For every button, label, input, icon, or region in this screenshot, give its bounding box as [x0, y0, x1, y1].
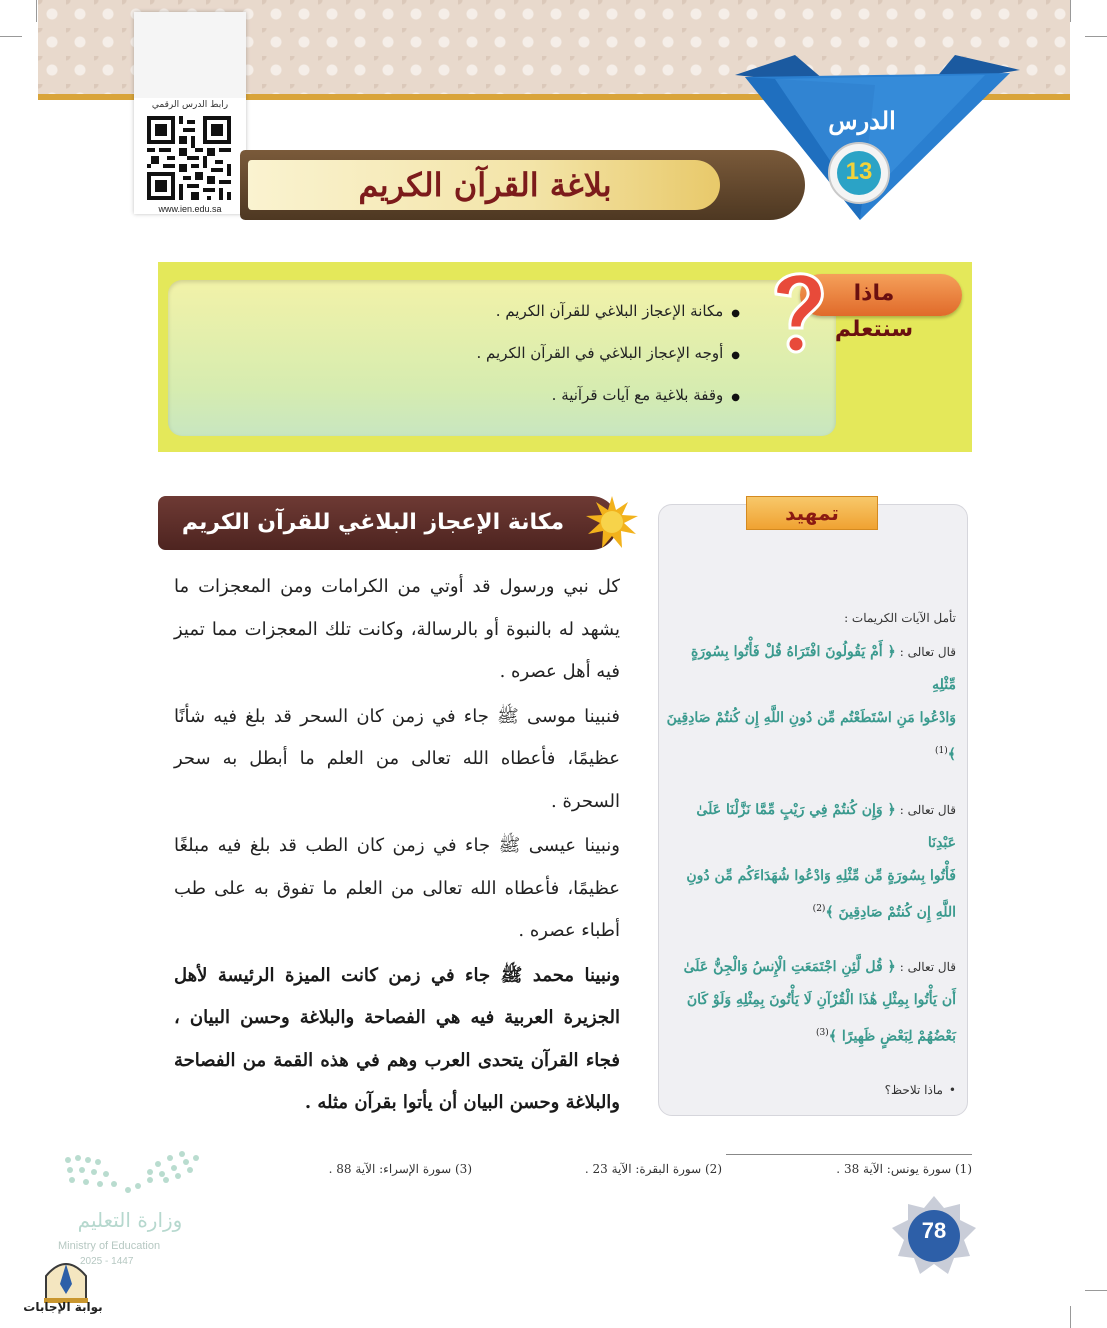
- verse-text: ﴿ أَمْ يَقُولُونَ افْتَرَاهُ قُلْ فَأْتُوا بِسُورَةٍ مِّثْلِهِ: [691, 644, 956, 693]
- learn-badge-label: ماذا سنتعلم: [834, 281, 914, 342]
- qr-label: رابط الدرس الرقمي: [151, 100, 229, 110]
- learn-item: ● مكانة الإعجاز البلاغي للقرآن الكريم .: [200, 296, 740, 338]
- lesson-number: 13: [845, 158, 873, 185]
- body-paragraph: فنبينا موسى ﷺ جاء في زمن كان السحر قد بلغ فيه شأنًا عظيمًا، فأعطاه الله تعالى من العلم ما أبطل به سحر السحرة .: [174, 705, 620, 812]
- footnote-rule: [726, 1154, 972, 1155]
- verse-text: بَعْضُهُمْ لِبَعْضٍ ظَهِيرًا ﴾: [828, 1028, 956, 1045]
- sun-icon: [586, 496, 638, 548]
- qr-card-top: [134, 12, 246, 98]
- body-paragraph: ونبينا عيسى ﷺ جاء في زمن كان الطب قد بلغ فيه مبلغًا عظيمًا، فأعطاه الله تعالى من العلم ما تفوق به على طب أطباء عصره .: [174, 835, 620, 941]
- qr-card[interactable]: [134, 12, 246, 214]
- watermark-text: بوابة الإجابات: [23, 1300, 103, 1314]
- verse-text: ﴿ وَإِن كُنتُمْ فِي رَيْبٍ مِّمَّا نَزَّلْنَا عَلَىٰ عَبْدِنَا: [696, 801, 956, 851]
- learn-item: ● أوجه الإعجاز البلاغي في القرآن الكريم .: [200, 338, 740, 380]
- footnote-ref: (1): [935, 746, 948, 756]
- section-heading: مكانة الإعجاز البلاغي للقرآن الكريم: [181, 510, 565, 535]
- verse-block: [664, 794, 956, 930]
- ministry-name-en: Ministry of Education: [58, 1240, 161, 1252]
- body-paragraph-bold: ونبينا محمد ﷺ جاء في زمن كانت الميزة الرئيسة لأهل الجزيرة العربية فيه هي الفصاحة والبلاغة وحسن البيان ، فجاء القرآن يتحدى العرب وهم في هذه القمة من الفصاحة والبلاغة وحسن البيان أن يأتوا بقرآن مثله .: [174, 964, 620, 1113]
- ministry-name-ar: وزارة التعليم: [77, 1208, 183, 1232]
- learn-list: [200, 296, 740, 422]
- verse-text: فَأْتُوا بِسُورَةٍ مِّن مِّثْلِهِ وَادْعُوا شُهَدَاءَكُم مِّن دُونِ: [686, 867, 956, 884]
- verse-intro: قال تعالى :: [899, 960, 956, 975]
- question-mark-icon: [762, 264, 832, 358]
- footnote: (2) سورة البقرة: الآية 23 .: [584, 1162, 722, 1176]
- qr-code-icon[interactable]: [147, 116, 231, 200]
- body-text: [174, 566, 620, 1127]
- footnote-ref: (2): [812, 903, 826, 914]
- qr-url[interactable]: www.ien.edu.sa: [158, 204, 222, 214]
- verse-block: [664, 636, 956, 772]
- body-paragraph: كل نبي ورسول قد أوتي من الكرامات ومن المعجزات ما يشهد له بالنبوة أو بالرسالة، وكانت تلك المعجزات مما تميز فيه أهل عصره .: [174, 576, 620, 682]
- crop-mark: [36, 0, 37, 22]
- pen-logo-icon: [40, 1256, 92, 1304]
- verse-intro: قال تعالى :: [899, 645, 956, 659]
- crop-mark: [1070, 1306, 1071, 1328]
- verse-text: اللَّهِ إِن كُنتُمْ صَادِقِينَ ﴾: [825, 904, 956, 921]
- intro-content: [664, 604, 956, 1104]
- footnote-ref: (3): [816, 1028, 829, 1039]
- footnote: (1) سورة يونس: الآية 38 .: [836, 1162, 972, 1176]
- footnote: (3) سورة الإسراء: الآية 88 .: [328, 1162, 472, 1176]
- intro-question: • ماذا تلاحظ؟: [664, 1076, 956, 1104]
- lesson-label: الدرس: [828, 106, 896, 135]
- crop-mark: [1085, 1290, 1107, 1291]
- ministry-year: 2025 - 1447: [80, 1256, 134, 1267]
- intro-lead: تأمل الآيات الكريمات :: [844, 611, 956, 625]
- intro-badge-label: تمهيد: [785, 501, 839, 525]
- verse-intro: قال تعالى :: [899, 802, 956, 817]
- crop-mark: [0, 36, 22, 37]
- verse-text: وَادْعُوا مَنِ اسْتَطَعْتُم مِّن دُونِ اللَّهِ إِن كُنتُمْ صَادِقِينَ ﴾: [666, 710, 956, 763]
- verse-text: أَن يَأْتُوا بِمِثْلِ هَٰذَا الْقُرْآنِ لَا يَأْتُونَ بِمِثْلِهِ وَلَوْ كَانَ: [686, 992, 956, 1009]
- verse-text: ﴿ قُل لَّئِنِ اجْتَمَعَتِ الْإِنسُ وَالْجِنُّ عَلَىٰ: [683, 959, 896, 976]
- crop-mark: [1070, 0, 1071, 22]
- verse-block: [664, 951, 956, 1054]
- lesson-title: بلاغة القرآن الكريم: [358, 166, 612, 204]
- learn-item: ● وقفة بلاغية مع آيات قرآنية .: [200, 380, 740, 422]
- page-number: 78: [921, 1218, 947, 1243]
- crop-mark: [1085, 36, 1107, 37]
